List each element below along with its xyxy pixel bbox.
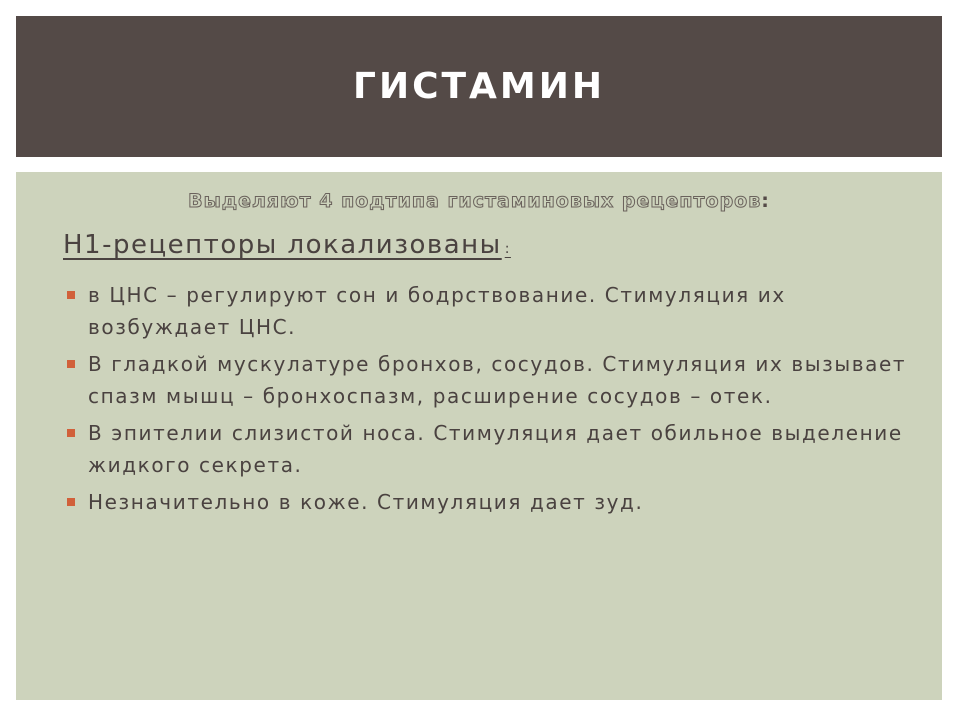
content-panel <box>16 172 942 700</box>
bullet-item <box>63 280 923 343</box>
slide-title: ГИСТАМИН <box>353 66 605 107</box>
bullet-text: В гладкой мускулатуре бронхов, сосудов. Стимуляция их вызывает спазм мышц – бронхоспазм, расширение сосудов – отек. <box>88 352 907 408</box>
bullet-item <box>63 349 923 412</box>
bullet-square-icon <box>67 429 75 437</box>
bullet-list <box>63 280 923 525</box>
title-bar <box>16 16 942 157</box>
section-heading <box>63 230 511 260</box>
bullet-item <box>63 487 923 519</box>
bullet-text: В эпителии слизистой носа. Стимуляция дает обильное выделение жидкого секрета. <box>88 421 903 477</box>
bullet-item <box>63 418 923 481</box>
bullet-square-icon <box>67 360 75 368</box>
subtitle-text: Выделяют 4 подтипа гистаминовых рецепторов <box>188 190 762 212</box>
bullet-text: Незначительно в коже. Стимуляция дает зуд. <box>88 490 644 514</box>
bullet-text: в ЦНС – регулируют сон и бодрствование. Стимуляция их возбуждает ЦНС. <box>88 283 786 339</box>
subtitle-colon: : <box>761 190 770 212</box>
bullet-square-icon <box>67 291 75 299</box>
bullet-square-icon <box>67 498 75 506</box>
slide-subtitle <box>16 190 942 212</box>
heading-text: Н1-рецепторы локализованы <box>63 230 502 260</box>
heading-colon: : <box>504 241 511 257</box>
